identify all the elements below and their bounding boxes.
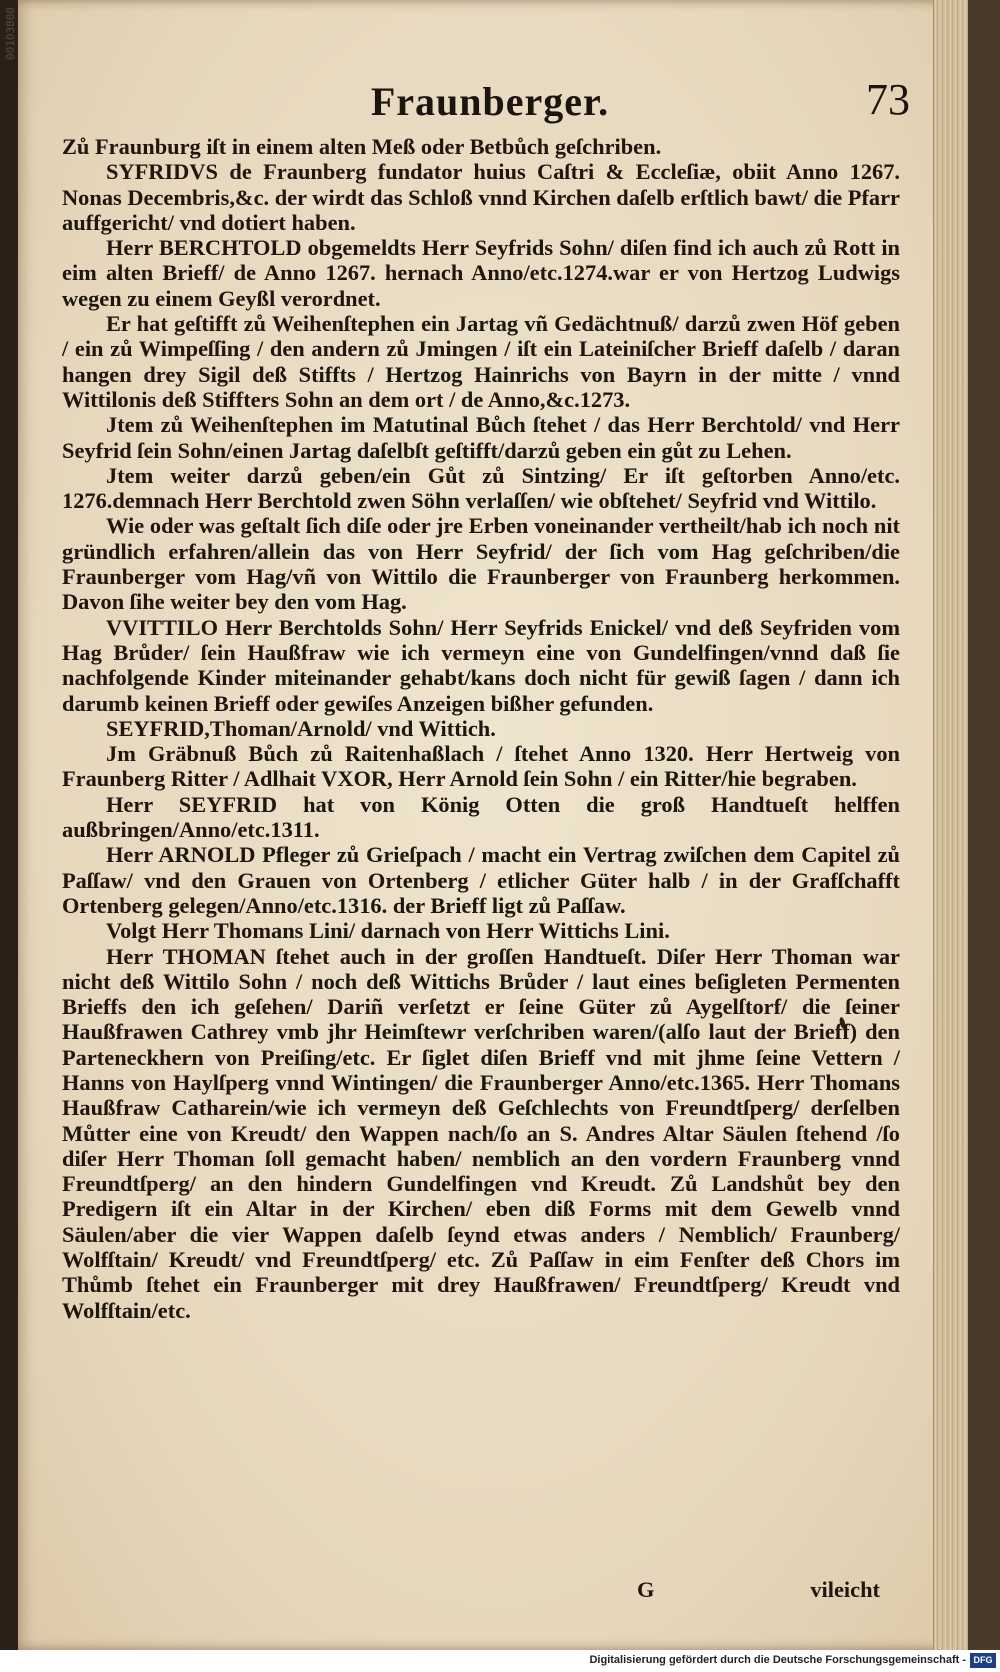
paragraph: Herr BERCHTOLD obgemeldts Herr Seyfrids Sohn/ diſen find ich auch zů Rott in eim alten Brieff/ de Anno 1267. hernach Anno/etc.1274.war er von Hertzog Ludwigs wegen zu einem Geyßl verordnet. xyxy=(62,235,900,311)
signature-mark: G xyxy=(637,1577,655,1602)
funding-credit: Digitalisierung gefördert durch die Deutsche Forschungsgemeinschaft - xyxy=(589,1654,966,1666)
paragraph: Wie oder was geſtalt ſich diſe oder jre Erben voneinander vertheilt/hab ich noch nit gründlich erfahren/allein das von Herr Seyfrid/ der ſich vom Hag geſchriben/die Fraunberger vom Hag/vñ von Wittilo die Fraunberger von Fraunberg herkommen. Davon ſihe weiter bey den vom Hag. xyxy=(62,513,900,615)
paragraph: Herr THOMAN ſtehet auch in der groſſen Handtueſt. Diſer Herr Thoman war nicht deß Wittilo Sohn / noch deß Wittichs Brůder / laut eines beſigleten Permenten Brieffs den ich geſehen/ Dariñ verſetzt er ſeine Güter zů Aygelſtorf/ die ſeiner Haußfrawen Cathrey vmb jhr Heimſtewr verſchriben waren/(alſo laut der Brieff) den Parteneckhern von Preiſing/etc. Er ſiglet diſen Brieff vnd mit jhme ſeine Vettern / Hanns von Haylſperg vnnd Wintingen/ die Fraunberger Anno/etc.1365. Herr Thomans Haußfraw Catharein/wie ich vermeyn deß Geſchlechts von Freundtſperg/ derſelben Můtter eine von Kreudt/ den Wappen nach/ſo an S. Andres Altar Säulen ſtehend /ſo diſer Herr Thoman ſoll gemacht haben/ nemblich an den vordern Fraunberg vnnd Freundtſperg/ an den hindern Gundelfingen vnd Kreudt. Zů Landshůt bey den Predigern iſt ein Altar in der Kirchen/ eben diß Forms mit dem Gewelb vnnd Säulen/aber die vier Wappen daſelb ſeynd etwas anders / Nemblich/ Fraunberg/ Wolfſtain/ Kreudt/ vnd Freundtſperg/ etc. Zů Paſſaw in eim Fenſter deß Chors im Thůmb ſtehet ein Fraunberger mit drey Haußfrawen/ Freundtſperg/ Kreudt vnd Wolfſtain/etc. xyxy=(62,943,900,1323)
body-text xyxy=(62,134,900,1323)
paragraph: VVITTILO Herr Berchtolds Sohn/ Herr Seyfrids Enickel/ vnd deß Seyfriden vom Hag Brůder/ ſein Haußfraw wie ich vermeyn eine von Gundelfingen/vnnd daß ſie nachfolgende Kinder miteinander gehabt/kans doch nicht für gewiß ſagen / dann ich darumb keinen Brieff oder gewiſes Anzeigen bißher gefunden. xyxy=(62,614,900,716)
footer-bar xyxy=(0,1650,1000,1672)
paragraph: Volgt Herr Thomans Lini/ darnach von Herr Wittichs Lini. xyxy=(106,918,670,944)
paragraph: Jm Gräbnuß Bůch zů Raitenhaßlach / ſtehet Anno 1320. Herr Hertweig von Fraunberg Ritter / Adlhait VXOR, Herr Arnold ſein Sohn / ein Ritter/hie begraben. xyxy=(62,741,900,792)
paragraph: Jtem weiter darzů geben/ein Gůt zů Sintzing/ Er iſt geſtorben Anno/etc. 1276.demnach Herr Berchtold zwen Söhn verlaſſen/ wie obſtehet/ Seyfrid vnd Wittilo. xyxy=(62,462,900,514)
catchword: vileicht xyxy=(810,1577,880,1602)
paragraph: Herr SEYFRID hat von König Otten die groß Handtueſt helffen außbringen/Anno/etc.1311. xyxy=(62,791,900,843)
paragraph: SYFRIDVS de Fraunberg fundator huius Caſtri & Eccleſiæ, obiit Anno 1267. Nonas Decembris,&c. der wirdt das Schloß vnnd Kirchen daſelb erſtlich bawt/ die Pfarr auffgericht/ vnd dotiert haben. xyxy=(62,159,900,235)
page-number: 73 xyxy=(866,75,910,124)
paragraph: SEYFRID,Thoman/Arnold/ vnd Wittich. xyxy=(106,715,496,741)
page-header xyxy=(60,75,920,138)
dfg-logo: DFG xyxy=(970,1653,996,1668)
paragraph: Jtem zů Weihenſtephen im Matutinal Bůch ſtehet / das Herr Berchtold/ vnd Herr Seyfrid ſein Sohn/einen Jartag daſelbſt geſtifft/darzů geben ein gůt zu Lehen. xyxy=(62,412,900,463)
page-stack-edge xyxy=(933,0,968,1650)
paragraph: Herr ARNOLD Pfleger zů Grieſpach / macht ein Vertrag zwiſchen dem Capitel zů Paſſaw/ vnd den Grauen von Ortenberg / etlicher Güter halb / in der Grafſchafft Ortenberg gelegen/Anno/etc.1316. der Brieff ligt zů Paſſaw. xyxy=(62,842,900,918)
paragraph: Er hat geſtifft zů Weihenſtephen ein Jartag vñ Gedächtnuß/ darzů zwen Höf geben / ein zů Wimpeſſing / den andern zů Jmingen / iſt ein Lateiniſcher Brieff daſelb / daran hangen drey Sigil deß Stiffts / Hertzog Hainrichs von Bayrn in der mitte / vnnd Wittilonis deß Stiffters Sohn an dem ort / de Anno,&c.1273. xyxy=(62,311,900,412)
paragraph: Zů Fraunburg iſt in einem alten Meß oder Betbůch geſchriben. xyxy=(62,134,662,159)
running-title: Fraunberger. xyxy=(370,79,610,124)
scan-id-label: 00103800 xyxy=(4,7,17,60)
